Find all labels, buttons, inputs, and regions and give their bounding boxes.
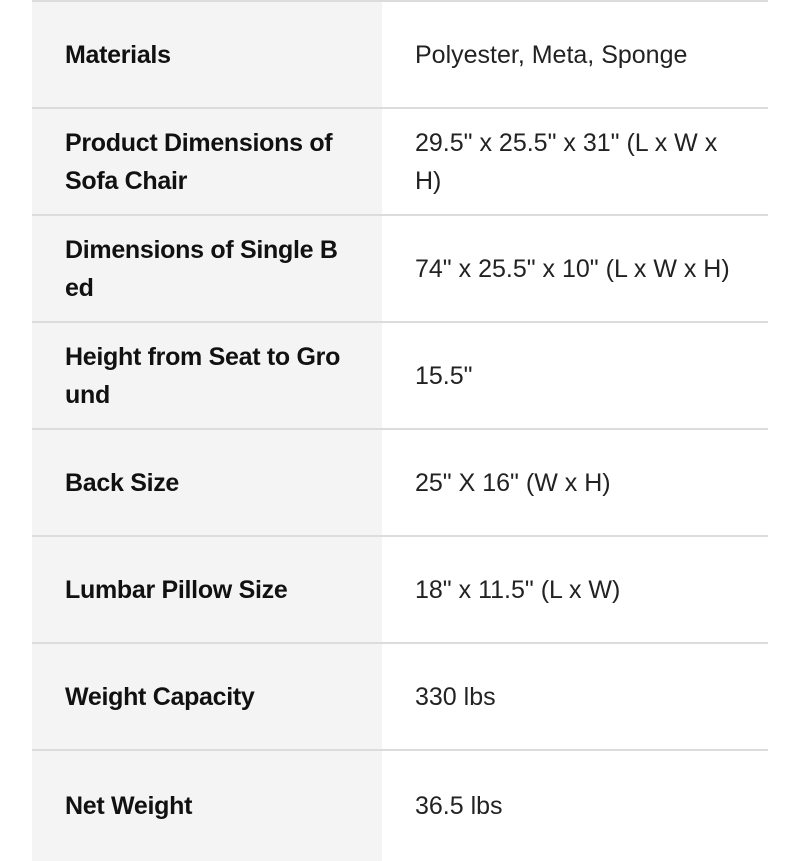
- spec-label: Height from Seat to Ground: [32, 323, 382, 428]
- spec-label: Back Size: [32, 430, 382, 535]
- spec-value: 29.5" x 25.5" x 31" (L x W x H): [415, 128, 718, 195]
- spec-row-single-bed-dimensions: [32, 216, 768, 323]
- spec-value: 15.5": [415, 361, 473, 390]
- spec-row-materials: [32, 2, 768, 109]
- spec-label: Materials: [32, 2, 382, 107]
- spec-row-weight-capacity: [32, 644, 768, 751]
- spec-row-product-dimensions: [32, 109, 768, 216]
- spec-label: Lumbar Pillow Size: [32, 537, 382, 642]
- specifications-table: [32, 0, 768, 861]
- spec-label: Product Dimensions of Sofa Chair: [32, 109, 382, 214]
- spec-row-back-size: [32, 430, 768, 537]
- spec-value: 330 lbs: [415, 682, 496, 711]
- spec-value: 36.5 lbs: [415, 792, 503, 820]
- spec-row-net-weight: [32, 751, 768, 861]
- spec-row-seat-height: [32, 323, 768, 430]
- spec-value: Polyester, Meta, Sponge: [415, 40, 688, 69]
- spec-label: Net Weight: [32, 751, 382, 861]
- spec-value: 74" x 25.5" x 10" (L x W x H): [415, 254, 730, 283]
- spec-label: Weight Capacity: [32, 644, 382, 749]
- spec-value: 25" X 16" (W x H): [415, 468, 611, 497]
- spec-label: Dimensions of Single Bed: [32, 216, 382, 321]
- spec-row-lumbar-pillow-size: [32, 537, 768, 644]
- spec-value: 18" x 11.5" (L x W): [415, 575, 621, 604]
